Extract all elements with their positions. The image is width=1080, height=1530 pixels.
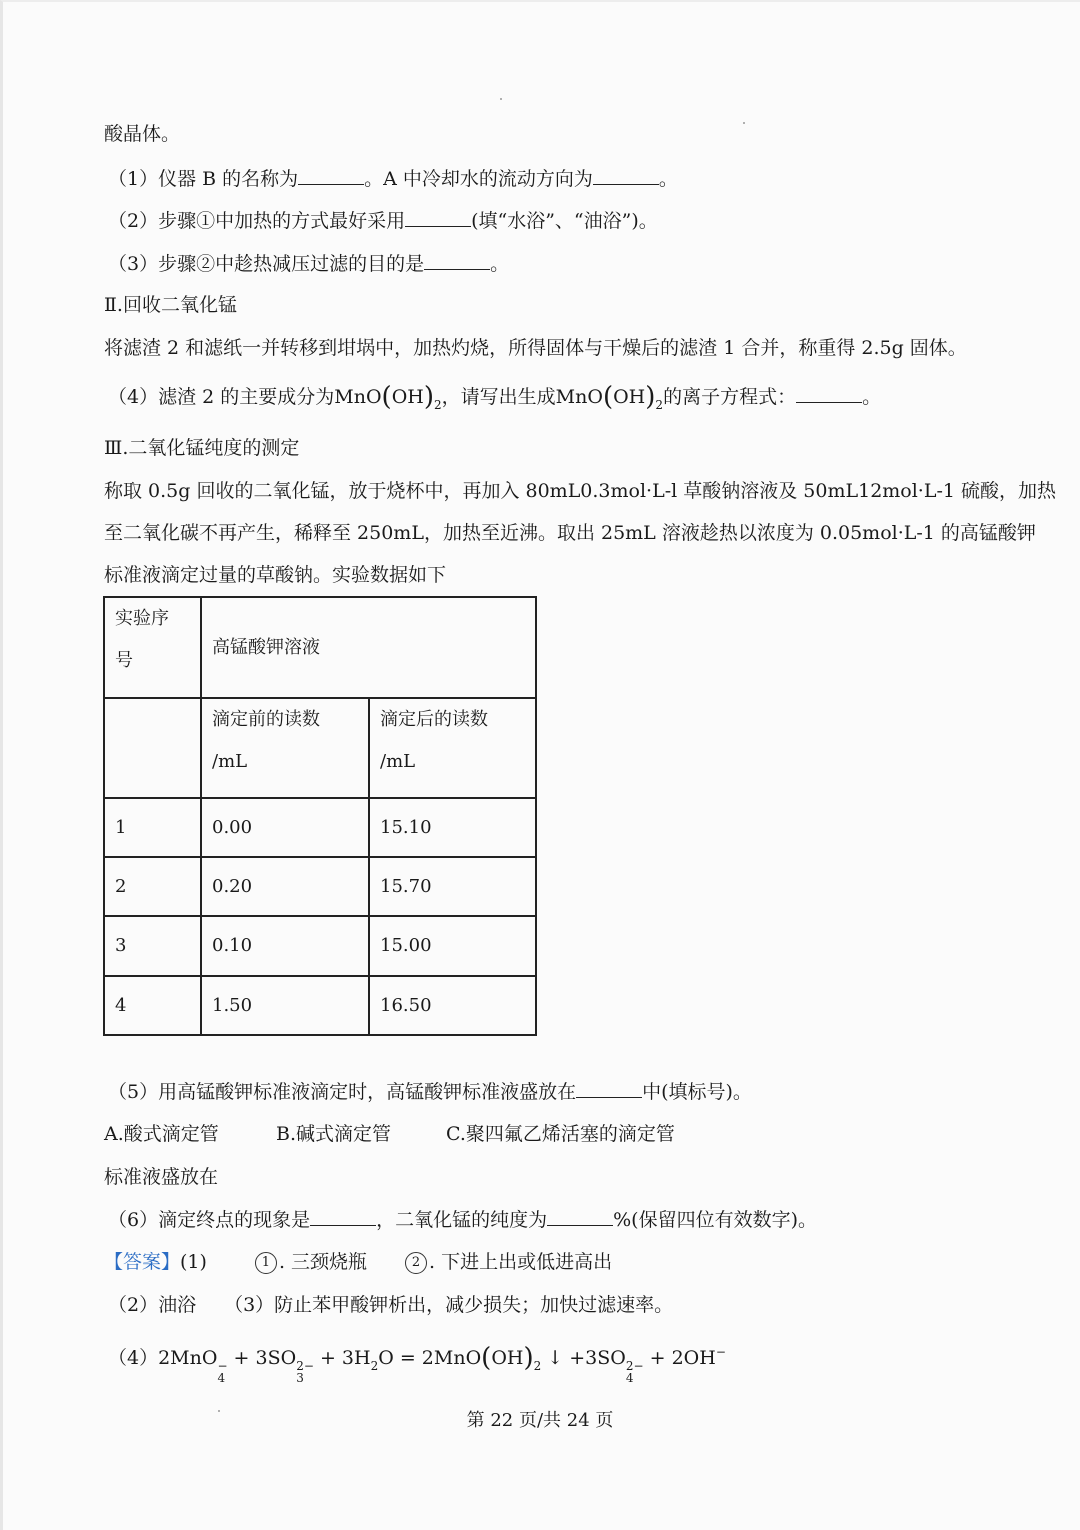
section-heading: Ⅱ.回收二氧化锰	[104, 294, 237, 316]
answer-blank	[298, 166, 364, 185]
scan-speck	[743, 122, 745, 124]
paragraph: 将滤渣 2 和滤纸一并转移到坩埚中，加热灼烧，所得固体与干燥后的滤渣 1 合并，称重得 2.5g 固体。	[104, 337, 967, 359]
question-3: （3）步骤②中趁热减压过滤的目的是 。	[108, 253, 510, 275]
table-row	[104, 916, 536, 976]
header-cell: 滴定后的读数 /mL	[369, 698, 536, 798]
paragraph: 标准液滴定过量的草酸钠。实验数据如下	[104, 564, 447, 586]
paragraph: 称取 0.5g 回收的二氧化锰，放于烧杯中，再加入 80mL0.3mol·L-l 草酸钠溶液及 50mL12mol·L-1 硫酸，加热	[104, 480, 1057, 502]
answer-equation: （4）2MnO − 4 + 3SO 2− 3 + $3H_2O = 2MnO(OH)_2$ ↓ +3SO 2− 4 + 2OH−	[108, 1343, 726, 1385]
answer-blank	[405, 208, 471, 227]
table-row	[104, 857, 536, 916]
cell: 1.50	[201, 976, 369, 1035]
cell: 4	[104, 976, 201, 1035]
option-c: C.聚四氟乙烯活塞的滴定管	[446, 1123, 675, 1145]
page-footer: 第 22 页/共 24 页	[466, 1410, 614, 1431]
circled-number: 1	[255, 1252, 277, 1274]
table-row	[104, 976, 536, 1035]
answer-blank	[593, 166, 659, 185]
answer-blank	[576, 1079, 642, 1098]
answer-blank	[796, 384, 862, 403]
cell: 0.10	[201, 916, 369, 976]
question-4: （4）滤渣 2 的主要成分为$MnO(OH)_2$，请写出生成$MnO(OH)_2$的离子方程式： 。	[108, 382, 882, 412]
header-cell: 实验序 号	[104, 597, 201, 698]
cell: 15.10	[369, 798, 536, 857]
question-5: （5）用高锰酸钾标准液滴定时，高锰酸钾标准液盛放在 中(填标号)。	[108, 1081, 752, 1103]
table-row	[104, 798, 536, 857]
question-1: （1）仪器 B 的名称为 。A 中冷却水的流动方向为 。	[108, 168, 678, 190]
option-b: B.碱式滴定管	[276, 1123, 392, 1145]
data-table	[103, 596, 537, 1036]
cell: 0.20	[201, 857, 369, 916]
header-cell: 滴定前的读数 /mL	[201, 698, 369, 798]
question-6: （6）滴定终点的现象是 ，二氧化锰的纯度为 %(保留四位有效数字)。	[108, 1209, 817, 1231]
option-a: A.酸式滴定管	[104, 1123, 219, 1145]
scan-speck	[500, 98, 502, 100]
cell: 16.50	[369, 976, 536, 1035]
answer-blank	[547, 1207, 613, 1226]
question-2: （2）步骤①中加热的方式最好采用 (填“水浴”、“油浴”)。	[108, 210, 658, 232]
answer-line-2: （2）油浴 （3）防止苯甲酸钾析出，减少损失；加快过滤速率。	[108, 1294, 674, 1316]
section-heading: Ⅲ.二氧化锰纯度的测定	[104, 437, 300, 459]
answer-line-1: 【答案】(1) 1 . 三颈烧瓶 2 . 下进上出或低进高出	[104, 1251, 613, 1273]
empty-cell	[104, 698, 201, 798]
circled-number: 2	[405, 1252, 427, 1274]
cell: 15.00	[369, 916, 536, 976]
answer-tag: 【答案】	[104, 1251, 181, 1273]
cell: 15.70	[369, 857, 536, 916]
paragraph: 至二氧化碳不再产生，稀释至 250mL，加热至近沸。取出 25mL 溶液趁热以浓度为 0.05mol·L-1 的高锰酸钾	[104, 522, 1036, 544]
cell: 2	[104, 857, 201, 916]
text-line: 标准液盛放在	[104, 1166, 219, 1188]
cell: 3	[104, 916, 201, 976]
cell: 1	[104, 798, 201, 857]
cell: 0.00	[201, 798, 369, 857]
answer-blank	[310, 1207, 376, 1226]
text-line: 酸晶体。	[104, 123, 181, 145]
header-cell: 高锰酸钾溶液	[201, 597, 536, 698]
answer-blank	[424, 251, 490, 270]
